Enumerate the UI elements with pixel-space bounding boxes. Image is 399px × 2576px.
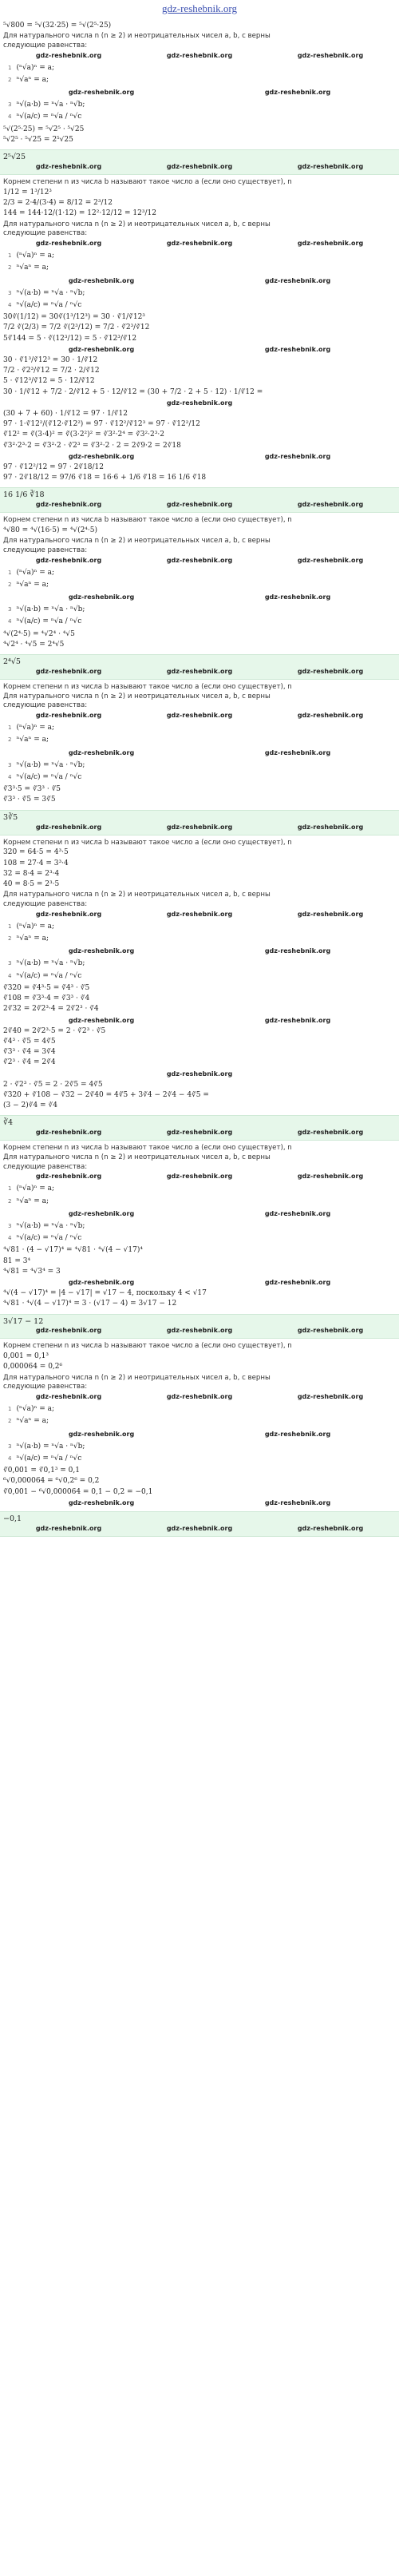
root-property (8, 289, 396, 298)
watermark-row (3, 748, 396, 758)
watermark-row (3, 239, 396, 248)
answer-box (0, 810, 399, 836)
property-number: 4 (8, 113, 12, 121)
watermark-text: gdz-reshebnik.org (166, 556, 233, 564)
definition-root: Корнем степени n из числа b называют такое число a (если оно существует), n (3, 1342, 292, 1351)
watermark-row (3, 1172, 396, 1181)
answer-value: 2⁵√25 (3, 153, 26, 162)
watermark-row (3, 556, 396, 566)
definition-natural: Для натурального числа n (n ≥ 2) и неотрицательных чисел a, b, c верны (3, 537, 271, 546)
watermark-text: gdz-reshebnik.org (297, 163, 364, 171)
watermark-text: gdz-reshebnik.org (264, 593, 331, 601)
property-formula: ⁿ√(a/c) = ⁿ√a / ⁿ√c (16, 772, 82, 781)
watermark-text: gdz-reshebnik.org (297, 712, 364, 720)
solution-section (0, 513, 399, 654)
property-number: 1 (8, 1185, 12, 1193)
watermark-row (3, 88, 396, 97)
watermark-text: gdz-reshebnik.org (297, 910, 364, 918)
root-property (8, 1185, 396, 1193)
property-formula: (ⁿ√a)ⁿ = a; (16, 63, 55, 72)
root-property (8, 101, 396, 109)
root-property (8, 773, 396, 782)
math-line: 30 · 1/∛12 + 7/2 · 2/∛12 + 5 · 12/∛12 = (30 + 7/2 · 2 + 5 · 12) · 1/∛12 = (3, 387, 263, 396)
property-formula: ⁿ√(a·b) = ⁿ√a · ⁿ√b; (16, 1442, 85, 1451)
math-line: ∛3³ · ∛4 = 3∛4 (3, 1048, 56, 1057)
math-line: 81 = 3⁴ (3, 1256, 31, 1265)
watermark-text: gdz-reshebnik.org (297, 1173, 364, 1181)
property-formula: ⁿ√(a/c) = ⁿ√a / ⁿ√c (16, 1234, 82, 1243)
watermark-text: gdz-reshebnik.org (264, 1498, 331, 1506)
watermark-row (3, 1278, 396, 1288)
root-property (8, 972, 396, 981)
math-line: 108 = 27·4 = 3³·4 (3, 859, 69, 867)
property-formula: ⁿ√aⁿ = a; (16, 264, 49, 272)
property-formula: (ⁿ√a)ⁿ = a; (16, 724, 55, 732)
property-formula: ⁿ√aⁿ = a; (16, 75, 49, 84)
math-line: ∛108 = ∛3³·4 = ∛3³ · ∛4 (3, 994, 90, 1003)
property-number: 3 (8, 1222, 12, 1229)
watermark-row (3, 667, 396, 677)
property-formula: ⁿ√(a/c) = ⁿ√a / ⁿ√c (16, 300, 82, 309)
definition-root: Корнем степени n из числа b называют такое число a (если оно существует), n (3, 683, 292, 691)
watermark-row (3, 51, 396, 61)
property-number: 2 (8, 76, 12, 83)
root-property (8, 64, 396, 73)
property-formula: ⁿ√(a·b) = ⁿ√a · ⁿ√b; (16, 760, 85, 769)
watermark-text: gdz-reshebnik.org (35, 501, 102, 509)
solution-section (0, 175, 399, 487)
math-line: 320 = 64·5 = 4³·5 (3, 848, 69, 857)
property-number: 3 (8, 960, 12, 967)
property-number: 4 (8, 301, 12, 308)
math-line: (30 + 7 + 60) · 1/∛12 = 97 · 1/∛12 (3, 409, 128, 418)
definition-natural: Для натурального числа n (n ≥ 2) и неотрицательных чисел a, b, c верны (3, 32, 271, 41)
property-formula: (ⁿ√a)ⁿ = a; (16, 252, 55, 260)
watermark-text: gdz-reshebnik.org (68, 1430, 135, 1438)
definition-root: Корнем степени n из числа b называют такое число a (если оно существует), n (3, 1144, 292, 1153)
math-line: ⁴√81 · (4 − √17)⁴ = ⁴√81 · ⁴√(4 − √17)⁴ (3, 1246, 143, 1255)
watermark-text: gdz-reshebnik.org (297, 240, 364, 248)
math-line: 2∛32 = 2∛2³·4 = 2∛2³ · ∛4 (3, 1005, 99, 1014)
root-property (8, 1417, 396, 1426)
watermark-text: gdz-reshebnik.org (297, 1393, 364, 1401)
root-property (8, 1222, 396, 1231)
watermark-text: gdz-reshebnik.org (264, 947, 331, 955)
math-line: 7/2 ∛(2/3) = 7/2 ∛(2³/12) = 7/2 · ∛2³/∛12 (3, 323, 150, 332)
definition-natural: Для натурального числа n (n ≥ 2) и неотрицательных чисел a, b, c верны (3, 220, 271, 228)
property-formula: ⁿ√aⁿ = a; (16, 1197, 49, 1205)
root-property (8, 569, 396, 578)
math-line: 97 · 1·∛12²/(∛12·∛12²) = 97 · ∛12²/∛12³ = 97 · ∛12²/12 (3, 420, 200, 429)
property-formula: ⁿ√aⁿ = a; (16, 736, 49, 744)
root-property (8, 252, 396, 260)
watermark-text: gdz-reshebnik.org (68, 593, 135, 601)
property-formula: ⁿ√(a·b) = ⁿ√a · ⁿ√b; (16, 605, 85, 614)
definition-equalities: следующие равенства: (3, 41, 88, 50)
root-property (8, 264, 396, 272)
watermark-text: gdz-reshebnik.org (35, 668, 102, 675)
watermark-text: gdz-reshebnik.org (35, 1129, 102, 1137)
root-property (8, 1234, 396, 1243)
solution-section (0, 1339, 399, 1510)
watermark-text: gdz-reshebnik.org (297, 51, 364, 59)
watermark-row (3, 711, 396, 720)
answer-box (0, 487, 399, 513)
definition-equalities: следующие равенства: (3, 229, 88, 238)
property-number: 1 (8, 252, 12, 260)
watermark-text: gdz-reshebnik.org (166, 1327, 233, 1335)
property-formula: ⁿ√(a/c) = ⁿ√a / ⁿ√c (16, 113, 82, 121)
watermark-text: gdz-reshebnik.org (166, 163, 233, 171)
definition-equalities: следующие равенства: (3, 701, 88, 710)
answer-box (0, 654, 399, 680)
property-number: 2 (8, 581, 12, 588)
watermark-text: gdz-reshebnik.org (35, 910, 102, 918)
root-property (8, 923, 396, 931)
property-number: 2 (8, 264, 12, 272)
watermark-text: gdz-reshebnik.org (68, 947, 135, 955)
math-line: ∛320 = ∛4³·5 = ∛4³ · ∛5 (3, 983, 90, 992)
watermark-row (3, 1430, 396, 1439)
watermark-text: gdz-reshebnik.org (166, 712, 233, 720)
property-formula: ⁿ√(a/c) = ⁿ√a / ⁿ√c (16, 971, 82, 980)
math-line: 0,000064 = 0,2⁶ (3, 1363, 63, 1371)
watermark-text: gdz-reshebnik.org (166, 910, 233, 918)
property-number: 3 (8, 101, 12, 109)
watermark-text: gdz-reshebnik.org (35, 240, 102, 248)
definition-equalities: следующие равенства: (3, 1383, 88, 1391)
answer-value: 3∛5 (3, 812, 18, 822)
solution-section (0, 18, 399, 149)
watermark-row (3, 910, 396, 919)
property-formula: ⁿ√(a·b) = ⁿ√a · ⁿ√b; (16, 1221, 85, 1230)
watermark-text: gdz-reshebnik.org (166, 668, 233, 675)
watermark-text: gdz-reshebnik.org (166, 51, 233, 59)
math-line: ∛3³ · ∛5 = 3∛5 (3, 796, 56, 804)
math-line: ⁵√800 = ⁵√(32·25) = ⁵√(2⁵·25) (3, 22, 112, 30)
answer-value: −0,1 (3, 1514, 22, 1523)
watermark-text: gdz-reshebnik.org (264, 452, 331, 460)
math-line: ∛12² = ∛(3·4)² = ∛(3·2²)² = ∛3²·2⁴ = ∛3²·2³·2 (3, 431, 164, 439)
property-number: 3 (8, 1443, 12, 1450)
solution-section (0, 680, 399, 810)
watermark-text: gdz-reshebnik.org (166, 1070, 233, 1078)
math-line: ∛320 + ∛108 − ∛32 − 2∛40 = 4∛5 + 3∛4 − 2∛4 − 4∛5 = (3, 1090, 209, 1099)
definition-natural: Для натурального числа n (n ≥ 2) и неотрицательных чисел a, b, c верны (3, 1153, 271, 1161)
watermark-text: gdz-reshebnik.org (166, 1524, 233, 1532)
answer-value: 2⁴√5 (3, 657, 21, 667)
property-formula: ⁿ√aⁿ = a; (16, 1417, 49, 1426)
watermark-text: gdz-reshebnik.org (68, 89, 135, 97)
watermark-text: gdz-reshebnik.org (166, 240, 233, 248)
math-line: 2∛40 = 2∛2³·5 = 2 · ∛2³ · ∛5 (3, 1026, 106, 1035)
math-line: ∛3³·5 = ∛3³ · ∛5 (3, 785, 61, 794)
property-number: 2 (8, 736, 12, 744)
root-property (8, 617, 396, 626)
watermark-text: gdz-reshebnik.org (68, 345, 135, 353)
property-formula: ⁿ√aⁿ = a; (16, 580, 49, 589)
math-line: ∛0,001 = ∛0,1³ = 0,1 (3, 1467, 80, 1475)
watermark-row (3, 593, 396, 602)
watermark-text: gdz-reshebnik.org (35, 1393, 102, 1401)
watermark-text: gdz-reshebnik.org (68, 1498, 135, 1506)
root-property (8, 724, 396, 732)
root-property (8, 1197, 396, 1206)
solution-section (0, 836, 399, 1116)
property-number: 1 (8, 569, 12, 576)
property-number: 2 (8, 935, 12, 943)
watermark-text: gdz-reshebnik.org (35, 712, 102, 720)
definition-equalities: следующие равенства: (3, 1162, 88, 1171)
math-line: ⁴√81 = ⁴√3⁴ = 3 (3, 1267, 61, 1276)
property-formula: (ⁿ√a)ⁿ = a; (16, 1185, 55, 1193)
root-property (8, 1405, 396, 1414)
property-number: 4 (8, 972, 12, 979)
content (0, 18, 399, 1537)
watermark-text: gdz-reshebnik.org (68, 748, 135, 756)
root-property (8, 581, 396, 589)
answer-box (0, 149, 399, 175)
math-line: 5 · ∛12³/∛12 = 5 · 12/∛12 (3, 377, 95, 386)
watermark-text: gdz-reshebnik.org (166, 1129, 233, 1137)
watermark-text: gdz-reshebnik.org (35, 556, 102, 564)
watermark-text: gdz-reshebnik.org (264, 276, 331, 284)
watermark-text: gdz-reshebnik.org (68, 1209, 135, 1217)
root-property (8, 761, 396, 770)
property-formula: ⁿ√(a/c) = ⁿ√a / ⁿ√c (16, 617, 82, 626)
watermark-row (3, 500, 396, 510)
definition-root: Корнем степени n из числа b называют такое число a (если оно существует), n (3, 838, 292, 847)
math-line: ⁵√(2⁵·25) = ⁵√2⁵ · ⁵√25 (3, 125, 85, 133)
property-formula: ⁿ√aⁿ = a; (16, 935, 49, 943)
watermark-text: gdz-reshebnik.org (297, 823, 364, 831)
watermark-text: gdz-reshebnik.org (35, 51, 102, 59)
math-line: ⁴√81 · ⁴√(4 − √17)⁴ = 3 · (√17 − 4) = 3√17 − 12 (3, 1300, 177, 1308)
property-number: 1 (8, 1406, 12, 1413)
watermark-text: gdz-reshebnik.org (297, 1129, 364, 1137)
property-number: 4 (8, 1235, 12, 1242)
math-line: 144 = 144·12/(1·12) = 12²·12/12 = 12³/12 (3, 209, 156, 218)
watermark-text: gdz-reshebnik.org (264, 1430, 331, 1438)
root-property (8, 113, 396, 121)
watermark-row (3, 1070, 396, 1079)
watermark-row (3, 947, 396, 956)
watermark-text: gdz-reshebnik.org (35, 163, 102, 171)
watermark-row (3, 823, 396, 832)
watermark-text: gdz-reshebnik.org (68, 452, 135, 460)
watermark-text: gdz-reshebnik.org (166, 823, 233, 831)
root-property (8, 1455, 396, 1463)
math-line: 30∛(1/12) = 30∛(1³/12³) = 30 · ∛1/∛12³ (3, 313, 145, 322)
watermark-text: gdz-reshebnik.org (35, 823, 102, 831)
watermark-text: gdz-reshebnik.org (166, 1173, 233, 1181)
math-line: ⁴√2⁴ · ⁴√5 = 2⁴√5 (3, 640, 65, 649)
definition-natural: Для натурального числа n (n ≥ 2) и неотрицательных чисел a, b, c верны (3, 692, 271, 701)
answer-box (0, 1314, 399, 1340)
math-line: 5∛144 = 5 · ∛(12³/12) = 5 · ∛12³/∛12 (3, 334, 137, 343)
watermark-text: gdz-reshebnik.org (166, 1393, 233, 1401)
property-formula: ⁿ√(a·b) = ⁿ√a · ⁿ√b; (16, 101, 85, 109)
property-number: 4 (8, 618, 12, 625)
watermark-text: gdz-reshebnik.org (68, 276, 135, 284)
watermark-row (3, 1524, 396, 1534)
answer-box (0, 1115, 399, 1141)
watermark-text: gdz-reshebnik.org (35, 1327, 102, 1335)
math-line: ∛0,001 − ⁶√0,000064 = 0,1 − 0,2 = −0,1 (3, 1487, 153, 1496)
property-number: 3 (8, 289, 12, 296)
root-property (8, 301, 396, 310)
definition-natural: Для натурального числа n (n ≥ 2) и неотрицательных чисел a, b, c верны (3, 1373, 271, 1382)
answer-value: 16 1/6 ∛18 (3, 490, 45, 500)
property-formula: (ⁿ√a)ⁿ = a; (16, 922, 55, 931)
math-line: ⁴√80 = ⁴√(16·5) = ⁴√(2⁴·5) (3, 526, 98, 534)
math-line: ⁴√(4 − √17)⁴ = |4 − √17| = √17 − 4, поскольку 4 < √17 (3, 1289, 207, 1298)
definition-equalities: следующие равенства: (3, 900, 88, 909)
root-property (8, 76, 396, 85)
watermark-row (3, 1016, 396, 1026)
property-formula: ⁿ√(a·b) = ⁿ√a · ⁿ√b; (16, 288, 85, 297)
property-number: 2 (8, 1197, 12, 1205)
property-number: 4 (8, 1455, 12, 1462)
watermark-text: gdz-reshebnik.org (68, 1016, 135, 1024)
root-property (8, 935, 396, 943)
answer-box (0, 1511, 399, 1537)
watermark-text: gdz-reshebnik.org (264, 1209, 331, 1217)
watermark-text: gdz-reshebnik.org (297, 668, 364, 675)
property-number: 3 (8, 761, 12, 768)
watermark-row (3, 1392, 396, 1402)
watermark-row (3, 276, 396, 286)
math-line: ⁵√2⁵ · ⁵√25 = 2⁵√25 (3, 135, 73, 144)
watermark-text: gdz-reshebnik.org (264, 89, 331, 97)
root-property (8, 605, 396, 614)
root-property (8, 736, 396, 744)
property-number: 2 (8, 1418, 12, 1425)
watermark-row (3, 1209, 396, 1219)
watermark-row (3, 1326, 396, 1336)
property-number: 1 (8, 724, 12, 732)
watermark-text: gdz-reshebnik.org (297, 501, 364, 509)
watermark-text: gdz-reshebnik.org (68, 1279, 135, 1287)
definition-root: Корнем степени n из числа b называют такое число a (если оно существует), n (3, 178, 292, 187)
math-line: 2 · ∛2³ · ∛5 = 2 · 2∛5 = 4∛5 (3, 1080, 103, 1089)
watermark-text: gdz-reshebnik.org (166, 399, 233, 407)
property-formula: ⁿ√(a·b) = ⁿ√a · ⁿ√b; (16, 959, 85, 968)
math-line: 1/12 = 1³/12³ (3, 188, 52, 196)
definition-root: Корнем степени n из числа b называют такое число a (если оно существует), n (3, 516, 292, 525)
watermark-text: gdz-reshebnik.org (35, 1173, 102, 1181)
math-line: (3 − 2)∛4 = ∛4 (3, 1101, 57, 1110)
property-number: 3 (8, 606, 12, 613)
math-line: ⁴√(2⁴·5) = ⁴√2⁴ · ⁴√5 (3, 629, 75, 638)
math-line: 40 = 8·5 = 2³·5 (3, 880, 60, 889)
math-line: 30 · ∛1³/∛12³ = 30 · 1/∛12 (3, 355, 98, 364)
watermark-row (3, 1498, 396, 1508)
watermark-text: gdz-reshebnik.org (166, 501, 233, 509)
solution-section (0, 1141, 399, 1313)
watermark-text: gdz-reshebnik.org (297, 556, 364, 564)
root-property (8, 1443, 396, 1451)
math-line: 97 · ∛12²/12 = 97 · 2∛18/12 (3, 462, 105, 471)
property-number: 4 (8, 773, 12, 780)
root-property (8, 959, 396, 968)
watermark-text: gdz-reshebnik.org (264, 1016, 331, 1024)
answer-value: ∛4 (3, 1118, 14, 1128)
answer-value: 3√17 − 12 (3, 1316, 44, 1326)
watermark-text: gdz-reshebnik.org (35, 1524, 102, 1532)
math-line: 7/2 · ∛2³/∛12 = 7/2 · 2/∛12 (3, 367, 100, 375)
watermark-row (3, 1128, 396, 1137)
math-line: 97 · 2∛18/12 = 97/6 ∛18 = 16·6 + 1/6 ∛18 = 16 1/6 ∛18 (3, 474, 207, 482)
watermark-row (3, 345, 396, 355)
definition-natural: Для натурального числа n (n ≥ 2) и неотрицательных чисел a, b, c верны (3, 891, 271, 899)
site-title-link[interactable]: gdz-reshebnik.org (162, 2, 237, 14)
watermark-text: gdz-reshebnik.org (297, 1327, 364, 1335)
math-line: 2/3 = 2·4/(3·4) = 8/12 = 2³/12 (3, 199, 113, 208)
math-line: ∛2³ · ∛4 = 2∛4 (3, 1058, 56, 1067)
definition-equalities: следующие равенства: (3, 546, 88, 554)
watermark-text: gdz-reshebnik.org (297, 1524, 364, 1532)
property-formula: (ⁿ√a)ⁿ = a; (16, 1405, 55, 1414)
property-formula: ⁿ√(a/c) = ⁿ√a / ⁿ√c (16, 1454, 82, 1463)
math-line: ∛3²·2³·2 = ∛3²·2 · ∛2³ = ∛3²·2 · 2 = 2∛9·2 = 2∛18 (3, 441, 181, 450)
watermark-row (3, 452, 396, 462)
math-line: 0,001 = 0,1³ (3, 1352, 49, 1361)
math-line: 32 = 8·4 = 2³·4 (3, 869, 60, 878)
property-number: 1 (8, 923, 12, 930)
page-header (0, 0, 399, 18)
property-number: 1 (8, 64, 12, 71)
property-formula: (ⁿ√a)ⁿ = a; (16, 568, 55, 577)
watermark-text: gdz-reshebnik.org (264, 345, 331, 353)
watermark-text: gdz-reshebnik.org (264, 1279, 331, 1287)
watermark-row (3, 162, 396, 172)
watermark-text: gdz-reshebnik.org (264, 748, 331, 756)
math-line: ⁶√0,000064 = ⁶√0,2⁶ = 0,2 (3, 1477, 100, 1486)
watermark-row (3, 399, 396, 408)
math-line: ∛4³ · ∛5 = 4∛5 (3, 1037, 56, 1046)
